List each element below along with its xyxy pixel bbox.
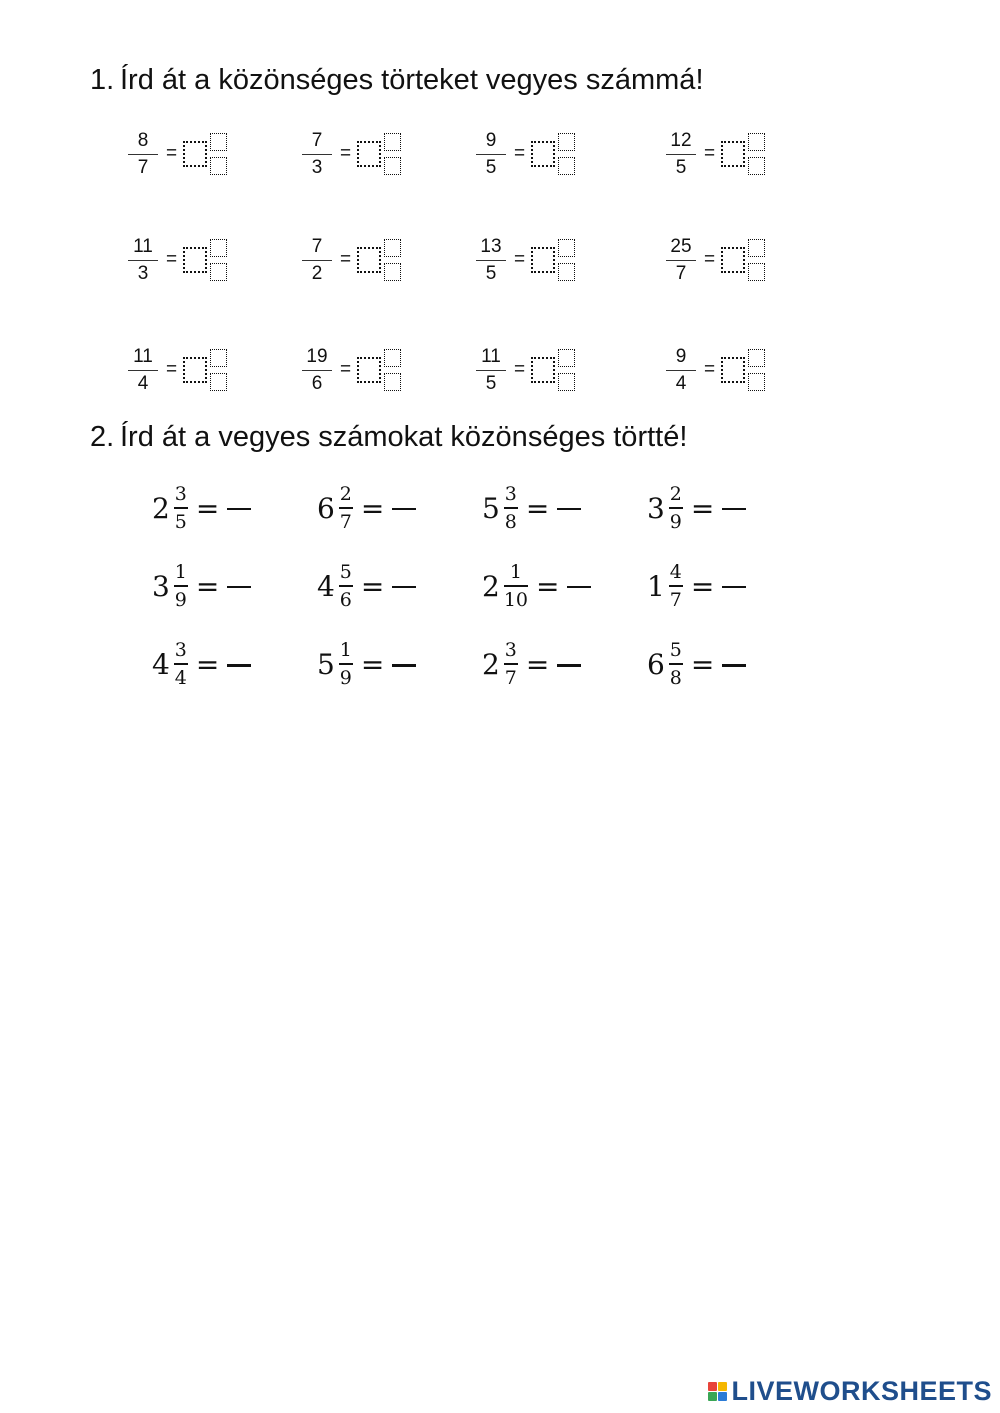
denominator-input[interactable]: [384, 263, 401, 281]
numerator: 8: [137, 129, 149, 151]
numerator: 1: [174, 561, 187, 584]
fraction-part-inputs: [748, 349, 765, 391]
equals-sign: =: [514, 359, 526, 380]
whole-number: 2: [482, 569, 500, 603]
proper-fraction: [174, 639, 188, 689]
fraction-bar: [504, 585, 528, 587]
proper-fraction: [669, 639, 683, 689]
mixed-number-exercise: [317, 473, 416, 543]
proper-fraction: [339, 561, 353, 611]
answer-fraction-input[interactable]: [392, 508, 416, 510]
denominator: 4: [137, 372, 149, 394]
whole-number: 4: [317, 569, 335, 603]
improper-fraction-exercise: [666, 342, 765, 398]
equals-sign: =: [704, 359, 716, 380]
denominator-input[interactable]: [748, 263, 765, 281]
denominator-input[interactable]: [558, 263, 575, 281]
answer-fraction-input[interactable]: [722, 664, 746, 667]
denominator: 4: [675, 372, 687, 394]
numerator: 4: [669, 561, 682, 584]
denominator: 2: [311, 262, 323, 284]
answer-fraction-input[interactable]: [722, 586, 746, 588]
numerator: 25: [670, 235, 692, 257]
improper-fraction-exercise: [476, 232, 575, 288]
fraction-bar: [302, 260, 332, 261]
whole-part-input[interactable]: [721, 247, 745, 273]
answer-fraction-input[interactable]: [557, 508, 581, 510]
fraction-bar: [476, 154, 506, 155]
fraction-bar: [339, 507, 353, 509]
denominator: 4: [174, 666, 187, 689]
whole-number: 3: [152, 569, 170, 603]
improper-fraction: [476, 237, 506, 284]
answer-fraction-input[interactable]: [227, 508, 251, 510]
fraction-bar: [302, 154, 332, 155]
whole-number: 5: [317, 647, 335, 681]
whole-part-input[interactable]: [531, 357, 555, 383]
task2-heading: [90, 420, 687, 454]
fraction-part-inputs: [210, 349, 227, 391]
numerator-input[interactable]: [210, 349, 227, 367]
numerator: 3: [174, 483, 187, 506]
answer-fraction-input[interactable]: [567, 586, 591, 588]
fraction-bar: [669, 585, 683, 587]
numerator-input[interactable]: [384, 133, 401, 151]
denominator: 7: [137, 156, 149, 178]
mixed-number-exercise: [482, 629, 581, 699]
denominator: 5: [485, 372, 497, 394]
denominator: 6: [311, 372, 323, 394]
numerator-input[interactable]: [558, 349, 575, 367]
numerator: 7: [311, 235, 323, 257]
fraction-bar: [174, 585, 188, 587]
fraction-bar: [174, 663, 188, 665]
whole-number: 5: [482, 491, 500, 525]
whole-part-input[interactable]: [357, 357, 381, 383]
denominator: 3: [137, 262, 149, 284]
mixed-number-exercise: [317, 629, 416, 699]
mixed-number-exercise: [317, 551, 416, 621]
numerator: 2: [339, 483, 352, 506]
numerator: 3: [504, 483, 517, 506]
equals-sign: =: [195, 647, 220, 681]
equals-sign: =: [514, 143, 526, 164]
fraction-bar: [339, 585, 353, 587]
mixed-number-exercise: [152, 473, 251, 543]
task2-number: 2.: [90, 421, 115, 453]
whole-part-input[interactable]: [357, 141, 381, 167]
numerator-input[interactable]: [210, 133, 227, 151]
improper-fraction-exercise: [476, 126, 575, 182]
improper-fraction-exercise: [666, 232, 765, 288]
improper-fraction: [302, 237, 332, 284]
numerator: 7: [311, 129, 323, 151]
numerator: 1: [509, 561, 522, 584]
equals-sign: =: [704, 143, 716, 164]
denominator-input[interactable]: [558, 373, 575, 391]
numerator: 11: [481, 345, 501, 367]
logo-text: LIVEWORKSHEETS: [731, 1376, 992, 1406]
numerator: 13: [480, 235, 502, 257]
denominator-input[interactable]: [384, 373, 401, 391]
equals-sign: =: [525, 491, 550, 525]
fraction-bar: [666, 260, 696, 261]
equals-sign: =: [340, 143, 352, 164]
denominator: 7: [339, 510, 352, 533]
denominator: 9: [339, 666, 352, 689]
mixed-number-exercise: [482, 551, 591, 621]
equals-sign: =: [690, 491, 715, 525]
fraction-bar: [302, 370, 332, 371]
equals-sign: =: [690, 569, 715, 603]
proper-fraction: [339, 483, 353, 533]
denominator: 7: [669, 588, 682, 611]
equals-sign: =: [690, 647, 715, 681]
improper-fraction: [128, 347, 158, 394]
improper-fraction-exercise: [302, 232, 401, 288]
fraction-bar: [339, 663, 353, 665]
fraction-bar: [476, 260, 506, 261]
numerator-input[interactable]: [748, 349, 765, 367]
improper-fraction: [476, 347, 506, 394]
whole-number: 6: [647, 647, 665, 681]
whole-part-input[interactable]: [357, 247, 381, 273]
equals-sign: =: [704, 249, 716, 270]
whole-part-input[interactable]: [531, 247, 555, 273]
numerator: 1: [339, 639, 352, 662]
denominator-input[interactable]: [748, 157, 765, 175]
numerator: 11: [133, 345, 153, 367]
proper-fraction: [504, 483, 518, 533]
numerator: 3: [174, 639, 187, 662]
improper-fraction: [128, 237, 158, 284]
mixed-number-exercise: [152, 551, 251, 621]
equals-sign: =: [360, 491, 385, 525]
fraction-bar: [666, 154, 696, 155]
fraction-bar: [476, 370, 506, 371]
equals-sign: =: [166, 143, 178, 164]
denominator-input[interactable]: [210, 263, 227, 281]
fraction-part-inputs: [384, 239, 401, 281]
answer-fraction-input[interactable]: [227, 664, 251, 667]
numerator-input[interactable]: [210, 239, 227, 257]
numerator-input[interactable]: [558, 133, 575, 151]
fraction-bar: [669, 507, 683, 509]
denominator-input[interactable]: [558, 157, 575, 175]
improper-fraction: [476, 131, 506, 178]
whole-part-input[interactable]: [183, 141, 207, 167]
equals-sign: =: [514, 249, 526, 270]
fraction-part-inputs: [210, 239, 227, 281]
whole-part-input[interactable]: [721, 141, 745, 167]
fraction-part-inputs: [748, 239, 765, 281]
fraction-bar: [669, 663, 683, 665]
numerator: 11: [133, 235, 153, 257]
answer-fraction-input[interactable]: [557, 664, 581, 667]
whole-part-input[interactable]: [721, 357, 745, 383]
task1-number: 1.: [90, 64, 115, 96]
denominator: 8: [669, 666, 682, 689]
proper-fraction: [669, 483, 683, 533]
proper-fraction: [504, 639, 518, 689]
numerator: 19: [306, 345, 328, 367]
mixed-number-exercise: [647, 473, 746, 543]
fraction-bar: [504, 507, 518, 509]
denominator: 9: [174, 588, 187, 611]
proper-fraction: [339, 639, 353, 689]
mixed-number-exercise: [647, 629, 746, 699]
whole-number: 4: [152, 647, 170, 681]
equals-sign: =: [360, 569, 385, 603]
equals-sign: =: [195, 569, 220, 603]
equals-sign: =: [536, 569, 560, 603]
equals-sign: =: [166, 249, 178, 270]
numerator-input[interactable]: [384, 349, 401, 367]
improper-fraction: [302, 347, 332, 394]
improper-fraction: [666, 347, 696, 394]
numerator: 5: [339, 561, 352, 584]
whole-number: 2: [482, 647, 500, 681]
fraction-bar: [174, 507, 188, 509]
answer-fraction-input[interactable]: [392, 664, 416, 667]
equals-sign: =: [360, 647, 385, 681]
denominator-input[interactable]: [384, 157, 401, 175]
fraction-part-inputs: [210, 133, 227, 175]
fraction-bar: [666, 370, 696, 371]
liveworksheets-logo: [708, 1376, 992, 1407]
improper-fraction-exercise: [476, 342, 575, 398]
numerator-input[interactable]: [558, 239, 575, 257]
denominator: 7: [504, 666, 517, 689]
denominator: 6: [339, 588, 352, 611]
improper-fraction: [128, 131, 158, 178]
improper-fraction: [666, 237, 696, 284]
answer-fraction-input[interactable]: [392, 586, 416, 588]
task1-heading: [90, 63, 704, 97]
denominator: 8: [504, 510, 517, 533]
proper-fraction: [174, 561, 188, 611]
whole-number: 3: [647, 491, 665, 525]
denominator: 3: [311, 156, 323, 178]
denominator: 5: [485, 262, 497, 284]
denominator: 7: [675, 262, 687, 284]
improper-fraction-exercise: [128, 126, 227, 182]
whole-part-input[interactable]: [531, 141, 555, 167]
numerator: 9: [485, 129, 497, 151]
equals-sign: =: [340, 359, 352, 380]
mixed-number-exercise: [152, 629, 251, 699]
numerator: 9: [675, 345, 687, 367]
denominator-input[interactable]: [210, 157, 227, 175]
improper-fraction-exercise: [302, 126, 401, 182]
answer-fraction-input[interactable]: [722, 508, 746, 510]
denominator-input[interactable]: [748, 373, 765, 391]
fraction-part-inputs: [558, 133, 575, 175]
fraction-part-inputs: [558, 349, 575, 391]
improper-fraction: [666, 131, 696, 178]
improper-fraction-exercise: [128, 342, 227, 398]
fraction-bar: [504, 663, 518, 665]
logo-mark-icon: [708, 1382, 727, 1401]
equals-sign: =: [340, 249, 352, 270]
equals-sign: =: [525, 647, 550, 681]
whole-part-input[interactable]: [183, 247, 207, 273]
improper-fraction-exercise: [302, 342, 401, 398]
numerator-input[interactable]: [748, 239, 765, 257]
numerator: 5: [669, 639, 682, 662]
fraction-part-inputs: [384, 133, 401, 175]
fraction-part-inputs: [558, 239, 575, 281]
task1-instruction: Írd át a közönséges törteket vegyes számmá!: [120, 64, 704, 96]
improper-fraction-exercise: [128, 232, 227, 288]
mixed-number-exercise: [647, 551, 746, 621]
denominator: 9: [669, 510, 682, 533]
fraction-bar: [128, 260, 158, 261]
numerator-input[interactable]: [748, 133, 765, 151]
equals-sign: =: [195, 491, 220, 525]
task2-instruction: Írd át a vegyes számokat közönséges törtté!: [120, 421, 688, 453]
numerator: 3: [504, 639, 517, 662]
numerator-input[interactable]: [384, 239, 401, 257]
proper-fraction: [174, 483, 188, 533]
numerator: 2: [669, 483, 682, 506]
denominator: 5: [174, 510, 187, 533]
whole-part-input[interactable]: [183, 357, 207, 383]
fraction-part-inputs: [748, 133, 765, 175]
denominator: 5: [675, 156, 687, 178]
improper-fraction: [302, 131, 332, 178]
whole-number: 2: [152, 491, 170, 525]
numerator: 12: [670, 129, 692, 151]
fraction-part-inputs: [384, 349, 401, 391]
denominator: 5: [485, 156, 497, 178]
fraction-bar: [128, 154, 158, 155]
proper-fraction: [504, 561, 528, 611]
equals-sign: =: [166, 359, 178, 380]
answer-fraction-input[interactable]: [227, 586, 251, 588]
mixed-number-exercise: [482, 473, 581, 543]
fraction-bar: [128, 370, 158, 371]
whole-number: 1: [647, 569, 665, 603]
whole-number: 6: [317, 491, 335, 525]
improper-fraction-exercise: [666, 126, 765, 182]
denominator-input[interactable]: [210, 373, 227, 391]
proper-fraction: [669, 561, 683, 611]
denominator: 10: [503, 588, 529, 611]
